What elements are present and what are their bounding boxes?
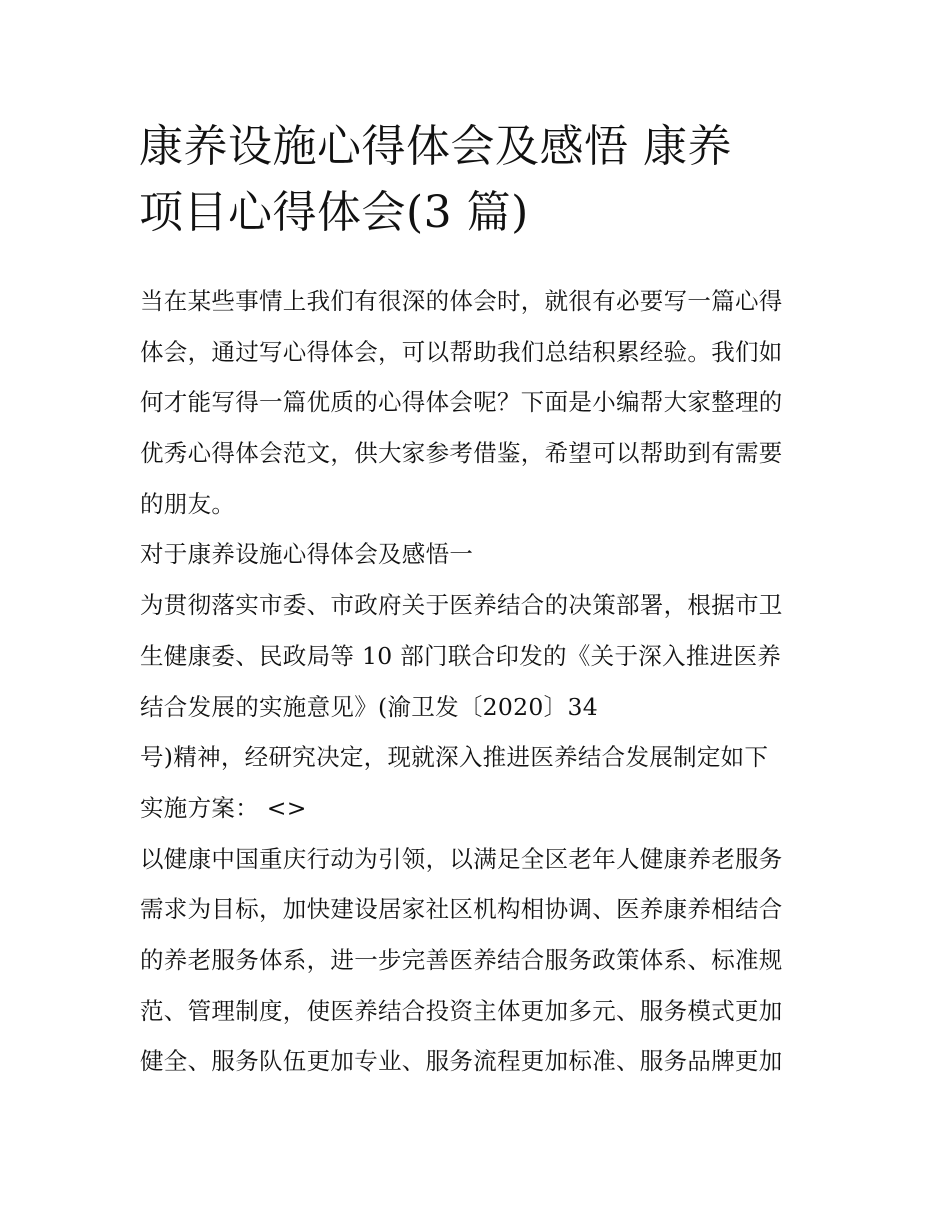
body-line-10: 号)精神，经研究决定，现就深入推进医养结合发展制定如下: [140, 743, 769, 772]
document-body: [140, 276, 815, 1087]
body-line-12: 以健康中国重庆行动为引领，以满足全区老年人健康养老服务: [140, 844, 783, 873]
body-line-7: 为贯彻落实市委、市政府关于医养结合的决策部署，根据市卫: [140, 591, 783, 620]
body-line-15: 范、管理制度，使医养结合投资主体更加多元、服务模式更加: [140, 996, 783, 1025]
document-title: [139, 114, 819, 246]
title-line-2: 项目心得体会(3 篇): [139, 187, 529, 238]
body-line-13: 需求为目标，加快建设居家社区机构相协调、医养康养相结合: [140, 895, 783, 924]
body-line-5: 的朋友。: [140, 489, 236, 518]
body-line-4: 优秀心得体会范文，供大家参考借鉴，希望可以帮助到有需要: [140, 439, 783, 468]
body-line-2: 体会，通过写心得体会，可以帮助我们总结积累经验。我们如: [140, 337, 783, 366]
body-line-3: 何才能写得一篇优质的心得体会呢？下面是小编帮大家整理的: [140, 388, 783, 417]
body-line-8: 生健康委、民政局等 10 部门联合印发的《关于深入推进医养: [140, 641, 782, 670]
title-line-1: 康养设施心得体会及感悟 康养: [139, 121, 732, 172]
body-line-16: 健全、服务队伍更加专业、服务流程更加标准、服务品牌更加: [140, 1047, 783, 1076]
body-line-14: 的养老服务体系，进一步完善医养结合服务政策体系、标准规: [140, 945, 783, 974]
body-line-11: 实施方案： <>: [140, 793, 307, 822]
body-line-9: 结合发展的实施意见》(渝卫发〔2020〕34: [140, 692, 598, 721]
body-line-1: 当在某些事情上我们有很深的体会时，就很有必要写一篇心得: [140, 287, 783, 315]
section-heading: 对于康养设施心得体会及感悟一: [140, 540, 474, 569]
